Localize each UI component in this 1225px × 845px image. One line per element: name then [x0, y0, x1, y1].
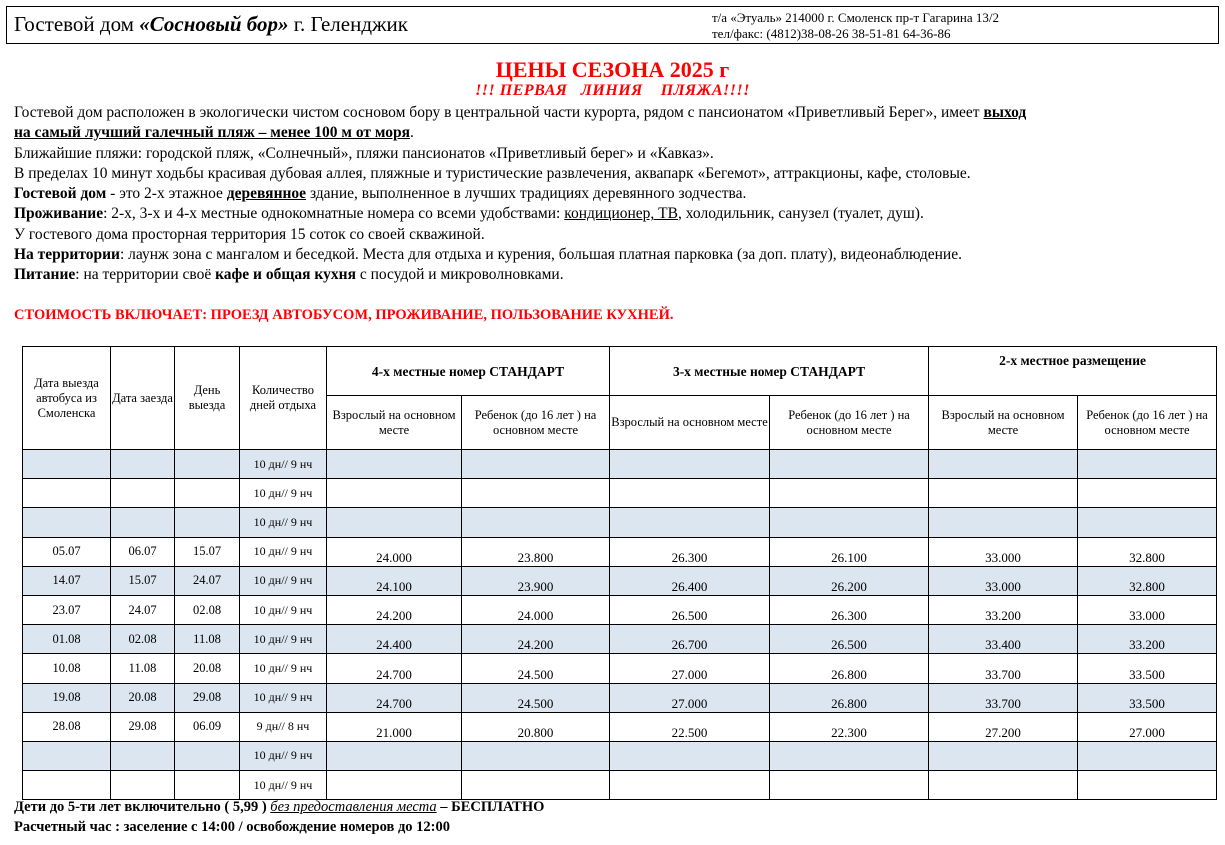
cell-days: 10 дн// 9 нч	[240, 654, 327, 683]
table-row	[23, 654, 1217, 683]
cell-c3: 22.300	[770, 712, 929, 741]
cell-out: 29.08	[175, 683, 240, 712]
price-table	[22, 346, 1217, 800]
page-title: ЦЕНЫ СЕЗОНА 2025 г	[495, 57, 730, 82]
cell-a4: 24.400	[327, 625, 462, 654]
cell-arr	[111, 450, 175, 479]
cell-out	[175, 508, 240, 537]
cell-c3	[770, 771, 929, 800]
name-prefix: Гостевой дом	[14, 12, 140, 36]
cell-arr	[111, 479, 175, 508]
cell-a3: 26.400	[610, 566, 770, 595]
cell-c2	[1078, 450, 1217, 479]
cell-days: 10 дн// 9 нч	[240, 479, 327, 508]
cell-a3: 27.000	[610, 654, 770, 683]
cell-c3: 26.800	[770, 683, 929, 712]
col-checkout-header: День выезда	[175, 347, 240, 450]
desc-text: : лаунж зона с мангалом и беседкой. Места для отдыха и курения, большая платная парковка (за доп. плату), видеонаблюдение.	[120, 246, 962, 264]
cell-a2	[929, 741, 1078, 770]
desc-line: Ближайшие пляжи: городской пляж, «Солнечный», пляжи пансионатов «Приветливый берег» и «Кавказ».	[14, 144, 714, 162]
desc-text: , холодильник, санузел (туалет, душ).	[678, 205, 924, 223]
cell-a4	[327, 771, 462, 800]
cell-arr: 02.08	[111, 625, 175, 654]
cell-a4	[327, 479, 462, 508]
cell-c4	[462, 479, 610, 508]
cell-c2: 33.500	[1078, 654, 1217, 683]
table-row	[23, 741, 1217, 770]
cell-arr: 29.08	[111, 712, 175, 741]
cell-a3	[610, 479, 770, 508]
name-suffix: г. Геленджик	[288, 12, 408, 36]
cell-c4	[462, 508, 610, 537]
table-row	[23, 508, 1217, 537]
cell-dep: 28.08	[23, 712, 111, 741]
cell-a2: 27.200	[929, 712, 1078, 741]
cell-c4: 24.000	[462, 595, 610, 624]
cell-arr: 06.07	[111, 537, 175, 566]
cell-dep: 10.08	[23, 654, 111, 683]
cell-days: 10 дн// 9 нч	[240, 450, 327, 479]
kids-note	[14, 797, 544, 817]
cell-out: 24.07	[175, 566, 240, 595]
cell-out: 20.08	[175, 654, 240, 683]
cell-days: 10 дн// 9 нч	[240, 566, 327, 595]
desc-text: : 2-х, 3-х и 4-х местные однокомнатные номера со всеми удобствами:	[103, 205, 565, 223]
cell-c4: 20.800	[462, 712, 610, 741]
cell-arr: 15.07	[111, 566, 175, 595]
sub-child-4: Ребенок (до 16 лет ) на основном месте	[462, 396, 610, 450]
checkin-note: Расчетный час : заселение с 14:00 / освобождение номеров до 12:00	[14, 819, 450, 835]
cell-a4: 24.000	[327, 537, 462, 566]
price-table-body	[23, 450, 1217, 800]
cell-arr	[111, 741, 175, 770]
cell-days: 9 дн// 8 нч	[240, 712, 327, 741]
desc-line: У гостевого дома просторная территория 15 соток со своей скважиной.	[14, 225, 485, 243]
cell-c3: 26.800	[770, 654, 929, 683]
desc-emph: кондиционер, ТВ	[564, 205, 678, 223]
cell-a4	[327, 450, 462, 479]
cell-a3: 27.000	[610, 683, 770, 712]
cell-c3	[770, 741, 929, 770]
desc-emph: Питание	[14, 266, 76, 284]
desc-text: здание, выполненное в лучших традициях деревянного зодчества.	[306, 185, 747, 203]
col-days-header: Количество дней отдыха	[240, 347, 327, 450]
sub-adult-4: Взрослый на основном месте	[327, 396, 462, 450]
group-4-header: 4-х местные номер СТАНДАРТ	[327, 347, 610, 396]
cell-c3: 26.500	[770, 625, 929, 654]
cell-a4	[327, 741, 462, 770]
desc-emph: выход	[983, 104, 1027, 121]
header-box	[6, 6, 1219, 44]
cell-c2	[1078, 741, 1217, 770]
page-subtitle: !!! ПЕРВАЯ ЛИНИЯ ПЛЯЖА!!!!	[475, 82, 750, 99]
cell-days: 10 дн// 9 нч	[240, 595, 327, 624]
group-2-header: 2-х местное размещение	[929, 347, 1217, 396]
sub-adult-3: Взрослый на основном месте	[610, 396, 770, 450]
desc-emph: кафе и общая кухня	[215, 266, 356, 284]
cell-a4: 24.700	[327, 654, 462, 683]
description	[14, 103, 1214, 286]
sub-child-3: Ребенок (до 16 лет ) на основном месте	[770, 396, 929, 450]
kids-note-emph: без предоставления места	[270, 799, 437, 815]
cell-dep	[23, 771, 111, 800]
guesthouse-name	[14, 12, 408, 37]
cell-dep: 05.07	[23, 537, 111, 566]
table-row	[23, 595, 1217, 624]
desc-text: : на территории своё	[75, 266, 216, 284]
cell-c2: 27.000	[1078, 712, 1217, 741]
cell-a2	[929, 508, 1078, 537]
desc-emph: деревянное	[226, 185, 307, 203]
desc-emph: На территории	[14, 246, 120, 264]
cell-c3: 26.300	[770, 595, 929, 624]
cell-days: 10 дн// 9 нч	[240, 508, 327, 537]
cell-a2	[929, 479, 1078, 508]
cell-out: 06.09	[175, 712, 240, 741]
cell-arr: 11.08	[111, 654, 175, 683]
cell-c4	[462, 771, 610, 800]
desc-line	[14, 103, 1214, 123]
cell-c2	[1078, 479, 1217, 508]
cell-a2: 33.200	[929, 595, 1078, 624]
cell-a3	[610, 450, 770, 479]
cell-days: 10 дн// 9 нч	[240, 771, 327, 800]
table-row	[23, 566, 1217, 595]
cell-c3	[770, 508, 929, 537]
cell-a2	[929, 771, 1078, 800]
cell-a3	[610, 771, 770, 800]
cell-a2	[929, 450, 1078, 479]
desc-text: - это 2-х этажное	[106, 185, 227, 203]
table-row	[23, 479, 1217, 508]
cell-a2: 33.700	[929, 654, 1078, 683]
cell-dep	[23, 479, 111, 508]
cell-a4: 24.200	[327, 595, 462, 624]
price-includes: СТОИМОСТЬ ВКЛЮЧАЕТ: ПРОЕЗД АВТОБУСОМ, ПРОЖИВАНИЕ, ПОЛЬЗОВАНИЕ КУХНЕЙ.	[14, 307, 674, 323]
cell-arr	[111, 508, 175, 537]
cell-a3: 22.500	[610, 712, 770, 741]
cell-c2	[1078, 771, 1217, 800]
cell-days: 10 дн// 9 нч	[240, 537, 327, 566]
desc-line	[14, 245, 1214, 265]
cell-a2: 33.400	[929, 625, 1078, 654]
table-row	[23, 712, 1217, 741]
cell-a4: 24.700	[327, 683, 462, 712]
cell-a2: 33.700	[929, 683, 1078, 712]
cell-dep: 14.07	[23, 566, 111, 595]
desc-emph: Проживание	[14, 205, 104, 223]
cell-c3: 26.100	[770, 537, 929, 566]
desc-line	[14, 184, 1214, 204]
table-row	[23, 683, 1217, 712]
cell-out	[175, 771, 240, 800]
desc-text: Гостевой дом расположен в экологически чистом сосновом бору в центральной части курорта, рядом с пансионатом «Приветливый Берег», имеет	[14, 104, 984, 121]
cell-a4	[327, 508, 462, 537]
cell-out: 02.08	[175, 595, 240, 624]
cell-days: 10 дн// 9 нч	[240, 625, 327, 654]
cell-dep: 01.08	[23, 625, 111, 654]
desc-emph: Гостевой дом	[14, 185, 107, 203]
cell-days: 10 дн// 9 нч	[240, 683, 327, 712]
cell-a4: 21.000	[327, 712, 462, 741]
cell-arr	[111, 771, 175, 800]
cell-a2: 33.000	[929, 537, 1078, 566]
sub-child-2: Ребенок (до 16 лет ) на основном месте	[1078, 396, 1217, 450]
cell-a2: 33.000	[929, 566, 1078, 595]
agency-line: т/а «Этуаль» 214000 г. Смоленск пр-т Гагарина 13/2	[712, 10, 1000, 25]
cell-c3	[770, 450, 929, 479]
cell-arr: 24.07	[111, 595, 175, 624]
cell-c4	[462, 450, 610, 479]
desc-text: с посудой и микроволновками.	[355, 266, 564, 284]
cell-c4: 24.500	[462, 654, 610, 683]
desc-line	[14, 204, 1214, 224]
cell-out: 15.07	[175, 537, 240, 566]
cell-out: 11.08	[175, 625, 240, 654]
cell-a3	[610, 741, 770, 770]
cell-dep	[23, 450, 111, 479]
footer-notes	[14, 797, 544, 837]
cell-c3: 26.200	[770, 566, 929, 595]
cell-c4: 23.800	[462, 537, 610, 566]
table-row	[23, 537, 1217, 566]
name-title: «Сосновый бор»	[139, 12, 289, 36]
kids-note-text: – БЕСПЛАТНО	[436, 799, 545, 815]
desc-line: В пределах 10 минут ходьбы красивая дубовая аллея, пляжные и туристические развлечения, аквапарк «Бегемот», аттракционы, кафе, столовые.	[14, 164, 971, 182]
cell-a3: 26.300	[610, 537, 770, 566]
table-row	[23, 450, 1217, 479]
cell-out	[175, 450, 240, 479]
agency-contacts	[712, 10, 999, 42]
cell-dep	[23, 508, 111, 537]
phone-line: тел/факс: (4812)38-08-26 38-51-81 64-36-86	[712, 26, 951, 41]
cell-a4: 24.100	[327, 566, 462, 595]
table-row	[23, 771, 1217, 800]
group-3-header: 3-х местные номер СТАНДАРТ	[610, 347, 929, 396]
cell-a3	[610, 508, 770, 537]
cell-c4: 24.500	[462, 683, 610, 712]
col-departure-header: Дата выезда автобуса из Смоленска	[23, 347, 111, 450]
cell-arr: 20.08	[111, 683, 175, 712]
cell-out	[175, 479, 240, 508]
cell-c2	[1078, 508, 1217, 537]
cell-c2: 33.200	[1078, 625, 1217, 654]
desc-emph: на самый лучший галечный пляж – менее 100 м от моря	[14, 124, 410, 142]
cell-c4: 23.900	[462, 566, 610, 595]
cell-a3: 26.500	[610, 595, 770, 624]
cell-c2: 33.000	[1078, 595, 1217, 624]
cell-c4	[462, 741, 610, 770]
kids-note-text: Дети до 5-ти лет включительно ( 5,99 )	[14, 799, 271, 815]
sub-adult-2: Взрослый на основном месте	[929, 396, 1078, 450]
desc-line	[14, 123, 1214, 143]
desc-text: .	[410, 124, 414, 142]
cell-dep: 19.08	[23, 683, 111, 712]
cell-dep: 23.07	[23, 595, 111, 624]
cell-c4: 24.200	[462, 625, 610, 654]
cell-out	[175, 741, 240, 770]
cell-c2: 32.800	[1078, 566, 1217, 595]
desc-line	[14, 265, 1214, 285]
cell-c3	[770, 479, 929, 508]
col-arrival-header: Дата заезда	[111, 347, 175, 450]
cell-c2: 33.500	[1078, 683, 1217, 712]
cell-dep	[23, 741, 111, 770]
cell-days: 10 дн// 9 нч	[240, 741, 327, 770]
table-row	[23, 625, 1217, 654]
cell-a3: 26.700	[610, 625, 770, 654]
cell-c2: 32.800	[1078, 537, 1217, 566]
